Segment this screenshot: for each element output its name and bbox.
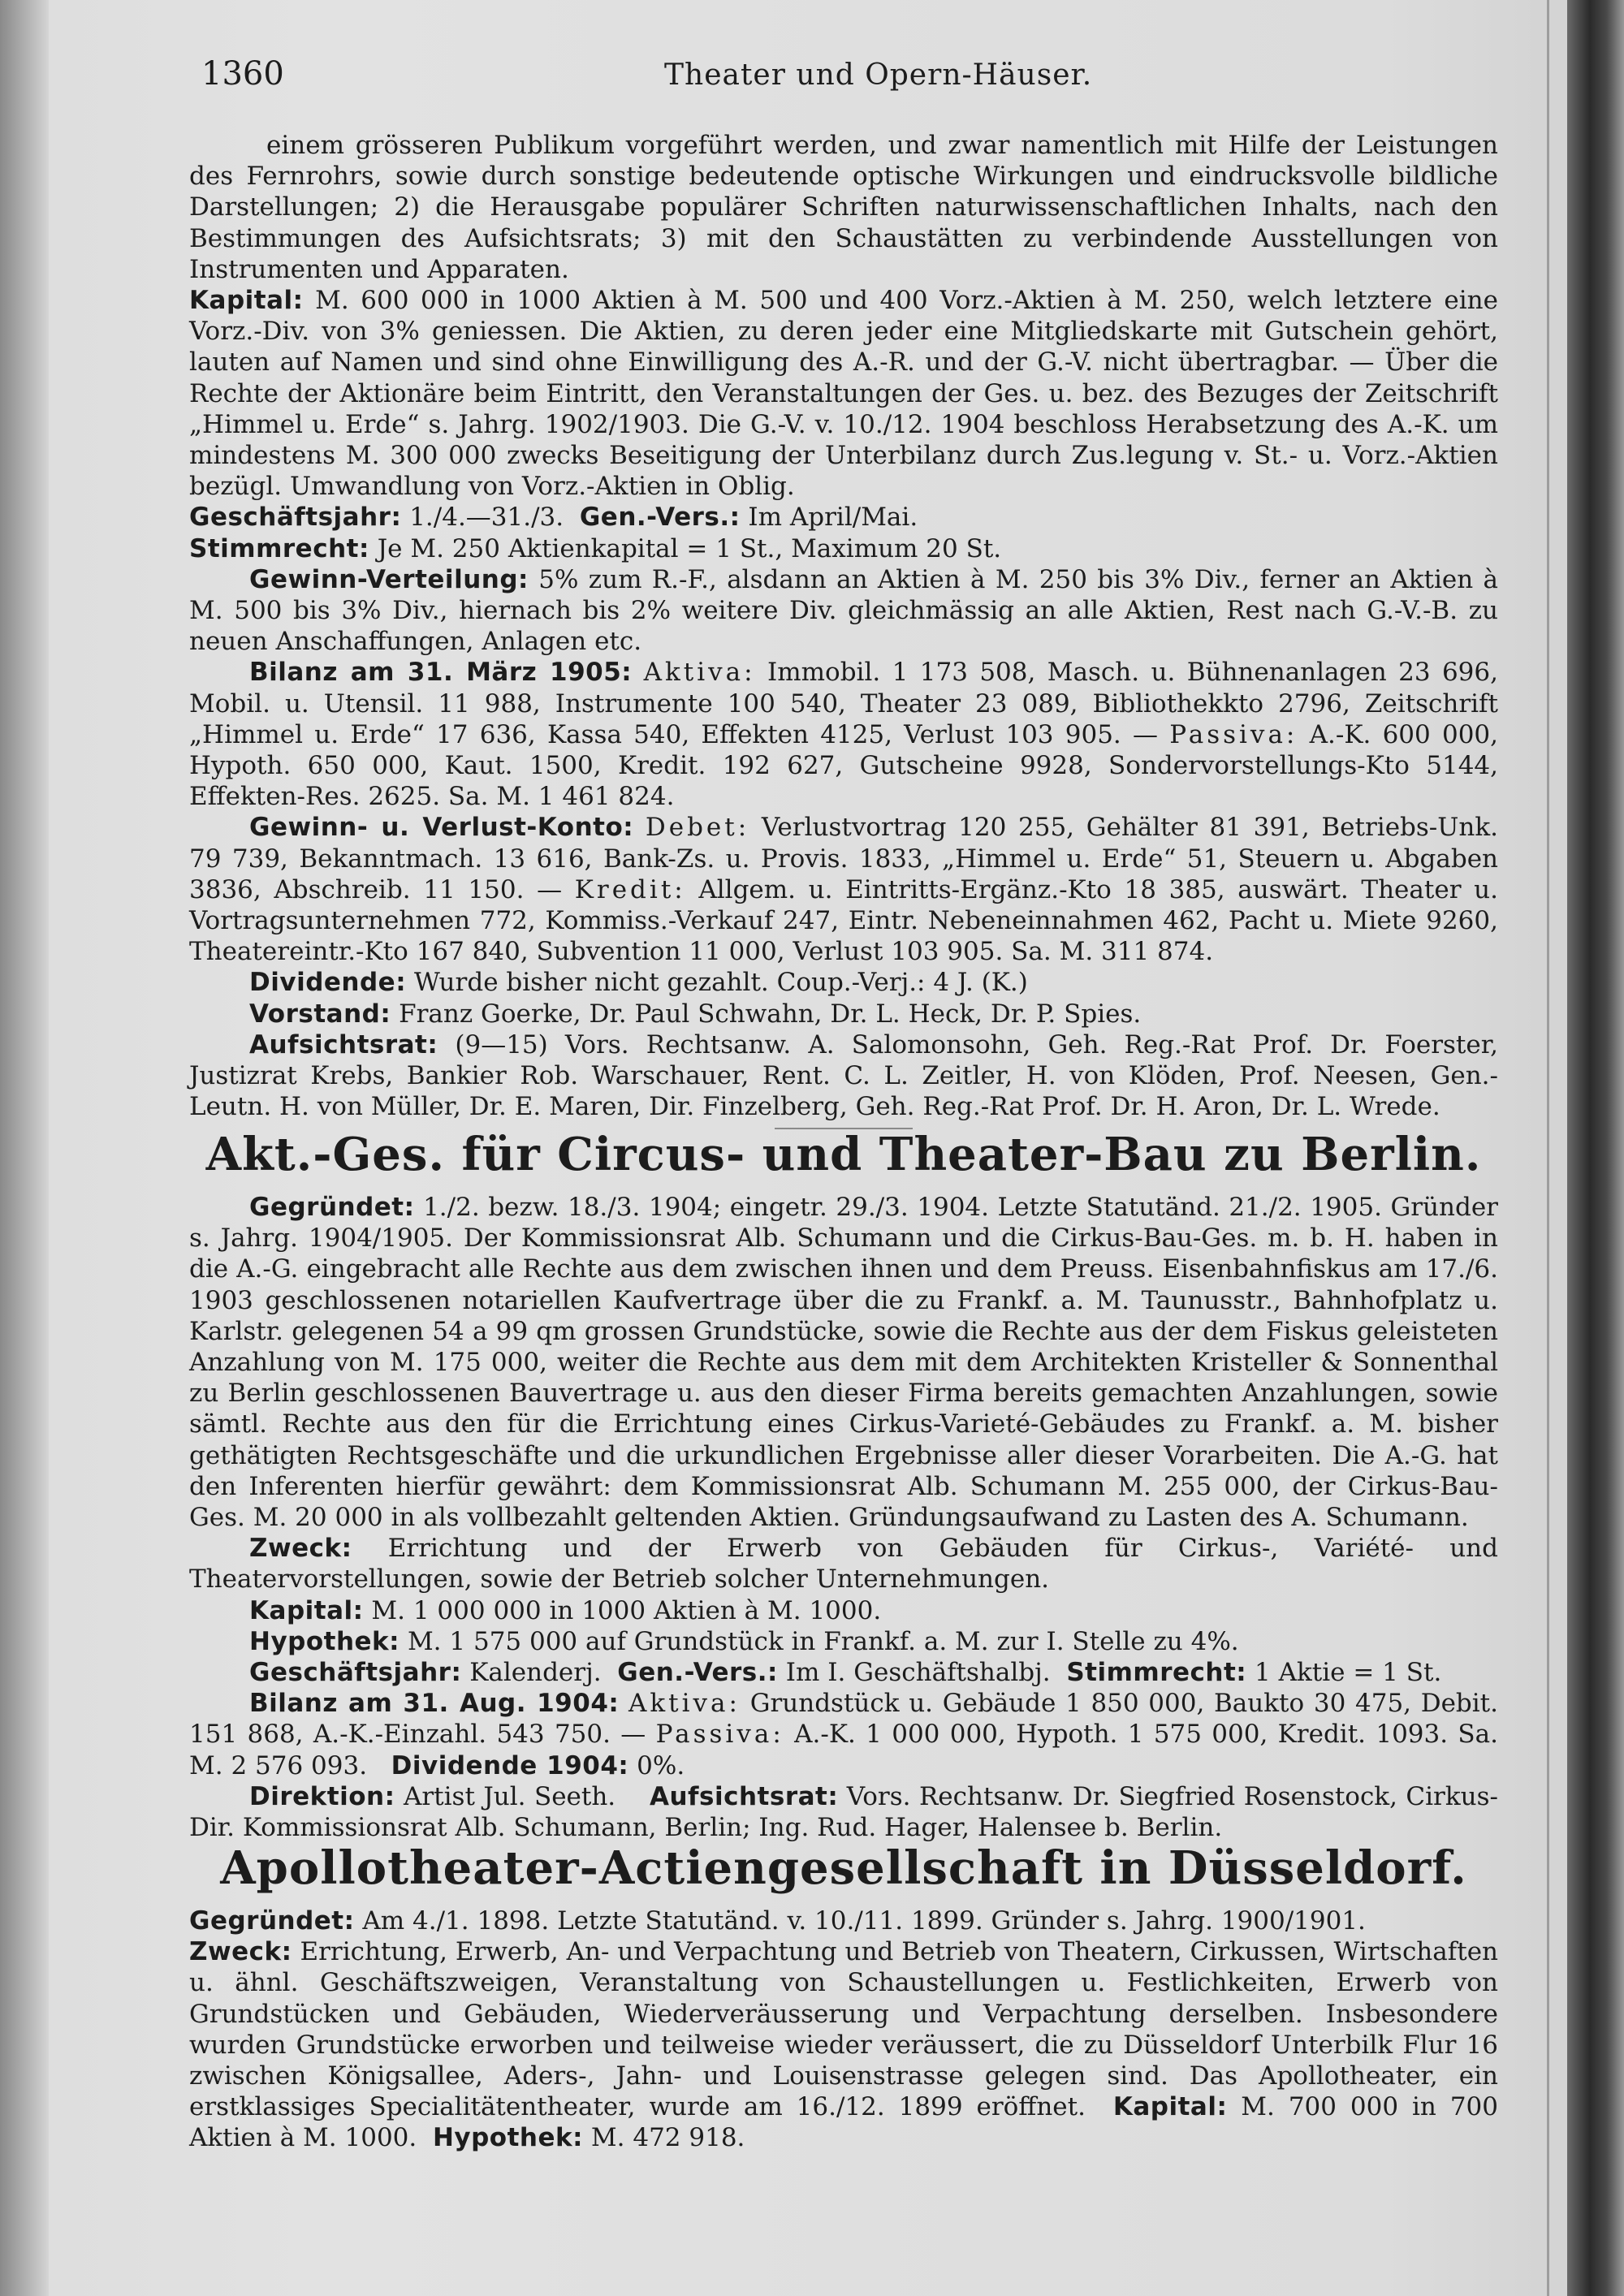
section-title-apollo: Apollotheater-Actiengesellschaft in Düsseldorf.: [220, 1841, 1467, 1895]
bilanz-paragraph: [189, 1688, 1498, 1781]
zweck-label: Zweck:: [249, 1534, 352, 1564]
geschaeftsjahr-label: Geschäftsjahr:: [189, 503, 402, 533]
geschaeftsjahr-text: 1./4.—31./3.: [409, 503, 564, 533]
vorstand-paragraph: [189, 999, 1498, 1029]
passiva-word: Passiva:: [655, 1720, 784, 1750]
kapital-text: M. 1 000 000 in 1000 Aktien à M. 1000.: [371, 1595, 882, 1625]
aufsichtsrat-paragraph: [189, 1029, 1498, 1123]
vorstand-label: Vorstand:: [249, 999, 391, 1029]
hypothek-label: Hypothek:: [249, 1626, 400, 1656]
passiva-text: A.-K. 600 000, Hypoth. 650 000, Kaut. 1500, Kredit. 192 627, Gutscheine 9928, Sondervorstellungs-Kto 5144, Effekten-Res. 2625. Sa. M. 1 461 824.: [189, 719, 1498, 812]
dividende-text: 0%.: [637, 1750, 685, 1780]
page-margin-rule: [1547, 0, 1549, 2296]
gegruendet-label: Gegründet:: [249, 1193, 415, 1222]
dividende-label: Dividende:: [249, 968, 407, 998]
passiva-word: Passiva:: [1169, 719, 1298, 749]
kapital-label: Kapital:: [189, 286, 304, 316]
section-circus-theater-bau: [189, 1116, 1498, 1843]
section-himmel-und-erde: [189, 130, 1498, 1129]
gewinnverteilung-label: Gewinn-Verteilung:: [249, 564, 529, 594]
vorstand-text: Franz Goerke, Dr. Paul Schwahn, Dr. L. Heck, Dr. P. Spies.: [399, 999, 1142, 1029]
geschaeftsjahr-paragraph: [189, 1657, 1498, 1688]
aufsichtsrat-label: Aufsichtsrat:: [249, 1029, 438, 1060]
bilanz-label: Bilanz am 31. März 1905:: [249, 658, 633, 688]
kapital-label: Kapital:: [249, 1595, 364, 1625]
stimmrecht-label: Stimmrecht:: [1066, 1658, 1247, 1688]
zweck-paragraph: [189, 1533, 1498, 1595]
zweck-paragraph: [189, 1936, 1498, 2153]
section-title-circus: Akt.-Ges. für Circus- und Theater-Bau zu Berlin.: [205, 1128, 1482, 1181]
dividende-paragraph: [189, 967, 1498, 998]
aktiva-text: Immobil. 1 173 508, Masch. u. Bühnenanlagen 23 696, Mobil. u. Utensil. 11 988, Instrumente 100 540, Theater 23 089, Bibliothekkto 2796, Zeitschrift „Himmel u. Erde“ 17 636, Kassa 540, Effekten 4125, Verlust 103 905. —: [189, 658, 1498, 749]
zweck-text: Errichtung, Erwerb, An- und Verpachtung und Betrieb von Theatern, Cirkussen, Wirtschaften u. ähnl. Geschäftszweigen, Veranstaltung von Schaustellungen u. Festlichkeiten, Erwerb von Grundstücken und Gebäuden, Wiederveräusserung und Verpachtung derselben. Insbesondere wurden Grundstücke erworben und teilweise wieder veräussert, die zu Düsseldorf Unterbilk Flur 16 zwischen Königsallee, Aders-, Jahn- und Louisenstrasse gelegen sind. Das Apollotheater, ein erstklassiges Specialitätentheater, wurde am 16./12. 1899 eröffnet.: [189, 1937, 1498, 2122]
debet-text: Verlustvortrag 120 255, Gehälter 81 391, Betriebs-Unk. 79 739, Bekanntmach. 13 616, Bank-Zs. u. Provis. 1833, „Himmel u. Erde“ 51, Steuern u. Abgaben 3836, Abschreib. 11 150. —: [189, 813, 1498, 904]
geschaeftsjahr-label: Geschäftsjahr:: [249, 1658, 462, 1688]
section-apollotheater: [189, 1829, 1498, 2154]
genvers-text: Im April/Mai.: [748, 503, 918, 533]
gegruendet-paragraph: [189, 1905, 1498, 1936]
intro-paragraph: einem grösseren Publikum vorgeführt werden, und zwar namentlich mit Hilfe der Leistungen des Fernrohrs, sowie durch sonstige bedeutende optische Wirkungen und eindrucksvolle bildliche Darstellungen; 2) die Herausgabe populärer Schriften naturwissenschaftlichen Inhalts, nach den Bestimmungen des Aufsichtsrats; 3) mit den Schaustätten zu verbindende Ausstellungen von Instrumenten und Apparaten.: [189, 131, 1498, 284]
page-header: [201, 55, 1501, 96]
genvers-text: Im I. Geschäftshalbj.: [785, 1658, 1051, 1688]
aktiva-word: Aktiva:: [643, 658, 756, 688]
kapital-text: M. 700 000 in 700 Aktien à M. 1000.: [189, 2092, 1498, 2153]
kapital-text: M. 600 000 in 1000 Aktien à M. 500 und 400 Vorz.-Aktien à M. 250, welch letztere eine Vorz.-Div. von 3% geniessen. Die Aktien, zu deren jeder eine Mitgliedskarte mit Gutschein gehört, lauten auf Namen und sind ohne Einwilligung des A.-R. und der G.-V. nicht übertragbar. — Über die Rechte der Aktionäre beim Eintritt, den Veranstaltungen der Ges. u. bez. des Bezuges der Zeitschrift „Himmel u. Erde“ s. Jahrg. 1902/1903. Die G.-V. v. 10./12. 1904 beschloss Herabsetzung des A.-K. um mindestens M. 300 000 zwecks Beseitigung der Unterbilanz durch Zus.legung v. St.- u. Vorz.-Aktien bezügl. Umwandlung von Vorz.-Aktien in Oblig.: [189, 286, 1498, 502]
genvers-label: Gen.-Vers.:: [579, 503, 741, 533]
direktion-text: Artist Jul. Seeth.: [403, 1781, 616, 1811]
zweck-text: Errichtung und der Erwerb von Gebäuden für Cirkus-, Variété- und Theatervorstellungen, sowie der Betrieb solcher Unternehmungen.: [189, 1534, 1498, 1595]
dividende-label: Dividende 1904:: [391, 1750, 629, 1780]
page-number: 1360: [201, 55, 284, 93]
debet-word: Debet:: [645, 813, 750, 843]
aktiva-word: Aktiva:: [628, 1689, 741, 1719]
kapital-paragraph: [189, 285, 1498, 502]
stimmrecht-label: Stimmrecht:: [189, 533, 369, 563]
hypothek-text: M. 472 918.: [590, 2123, 745, 2153]
stimmrecht-text: Je M. 250 Aktienkapital = 1 St., Maximum 20 St.: [377, 533, 1002, 563]
hypothek-paragraph: [189, 1626, 1498, 1657]
hypothek-text: M. 1 575 000 auf Grundstück in Frankf. a. M. zur I. Stelle zu 4%.: [407, 1626, 1239, 1656]
kapital-paragraph: [189, 1595, 1498, 1626]
passiva-text: A.-K. 1 000 000, Hypoth. 1 575 000, Kredit. 1093. Sa. M. 2 576 093.: [189, 1720, 1499, 1780]
gegruendet-paragraph: [189, 1192, 1498, 1533]
guv-paragraph: [189, 812, 1498, 967]
hypothek-label: Hypothek:: [432, 2123, 584, 2153]
direktion-label: Direktion:: [249, 1781, 395, 1811]
gewinnverteilung-paragraph: [189, 564, 1498, 658]
gegruendet-text: 1./2. bezw. 18./3. 1904; eingetr. 29./3. 1904. Letzte Statutänd. 21./2. 1905. Gründer s. Jahrg. 1904/1905. Der Kommissionsrat Alb. Schumann und die Cirkus-Bau-Ges. m. b. H. haben in die A.-G. eingebracht alle Rechte aus dem zwischen ihnen und dem Preuss. Eisenbahnfiskus am 17./6. 1903 geschlossenen notariellen Kaufvertrage über die zu Frankf. a. M. Taunusstr., Bahnhofplatz u. Karlstr. gelegenen 54 a 99 qm grossen Grundstücke, sowie die Rechte aus der dem Fiskus geleisteten Anzahlung von M. 175 000, weiter die Rechte aus dem mit dem Architekten Kristeller & Sonnenthal zu Berlin geschlossenen Bauvertrage u. aus den dieser Firma bereits gemachten Anzahlungen, sowie sämtl. Rechte aus den für die Errichtung eines Cirkus-Varieté-Gebäudes zu Frankf. a. M. bisher gethätigten Rechtsgeschäfte und die urkundlichen Ergebnisse aller dieser Vorarbeiten. Die A.-G. hat den Inferenten hierfür gewährt: dem Kommissionsrat Alb. Schumann M. 255 000, der Cirkus-Bau-Ges. M. 20 000 in als vollbezahlt geltenden Aktien. Gründungsaufwand zu Lasten des A. Schumann.: [189, 1193, 1498, 1533]
page-dark-edge: [1567, 0, 1624, 2296]
stimmrecht-paragraph: [189, 533, 1498, 564]
aufsichtsrat-text: Vors. Rechtsanw. Dr. Siegfried Rosenstock, Cirkus-Dir. Kommissionsrat Alb. Schumann, Berlin; Ing. Rud. Hager, Halensee b. Berlin.: [189, 1781, 1498, 1843]
geschaeftsjahr-text: Kalenderj.: [469, 1658, 602, 1688]
dividende-text: Wurde bisher nicht gezahlt. Coup.-Verj.: 4 J. (K.): [413, 968, 1028, 998]
gegruendet-label: Gegründet:: [189, 1906, 355, 1936]
guv-label: Gewinn- u. Verlust-Konto:: [249, 813, 634, 843]
aktiva-text: Grundstück u. Gebäude 1 850 000, Baukto 30 475, Debit. 151 868, A.-K.-Einzahl. 543 750. —: [189, 1689, 1498, 1750]
stimmrecht-text: 1 Aktie = 1 St.: [1255, 1658, 1442, 1688]
page-binding-edge: [0, 0, 49, 2296]
aufsichtsrat-label: Aufsichtsrat:: [649, 1781, 839, 1811]
bilanz-paragraph: [189, 657, 1498, 812]
bilanz-label: Bilanz am 31. Aug. 1904:: [249, 1689, 620, 1719]
kredit-word: Kredit:: [574, 874, 686, 904]
zweck-label: Zweck:: [189, 1937, 292, 1967]
genvers-label: Gen.-Vers.:: [617, 1658, 778, 1688]
kredit-text: Allgem. u. Eintritts-Ergänz.-Kto 18 385, auswärt. Theater u. Vortragsunternehmen 772, Kommiss.-Verkauf 247, Eintr. Nebeneinnahmen 462, Pacht u. Miete 9260, Theatereintr.-Kto 167 840, Subvention 11 000, Verlust 103 905. Sa. M. 311 874.: [189, 874, 1498, 967]
kapital-label: Kapital:: [1112, 2092, 1228, 2122]
gegruendet-text: Am 4./1. 1898. Letzte Statutänd. v. 10./11. 1899. Gründer s. Jahrg. 1900/1901.: [362, 1906, 1366, 1936]
gewinnverteilung-text: 5% zum R.-F., alsdann an Aktien à M. 250 bis 3% Div., ferner an Aktien à M. 500 bis 3% Div., hiernach bis 2% weitere Div. gleichmässig an alle Aktien, Rest nach G.-V.-B. zu neuen Anschaffungen, Anlagen etc.: [189, 564, 1498, 657]
geschaeftsjahr-paragraph: [189, 502, 1498, 533]
aufsichtsrat-text: (9—15) Vors. Rechtsanw. A. Salomonsohn, Geh. Reg.-Rat Prof. Dr. Foerster, Justizrat Krebs, Bankier Rob. Warschauer, Rent. C. L. Zeitler, H. von Klöden, Prof. Neesen, Gen.-Leutn. H. von Müller, Dr. E. Maren, Dir. Finzelberg, Geh. Reg.-Rat Prof. Dr. H. Aron, Dr. L. Wrede.: [189, 1029, 1498, 1122]
running-title: Theater und Opern-Häuser.: [664, 58, 1093, 92]
